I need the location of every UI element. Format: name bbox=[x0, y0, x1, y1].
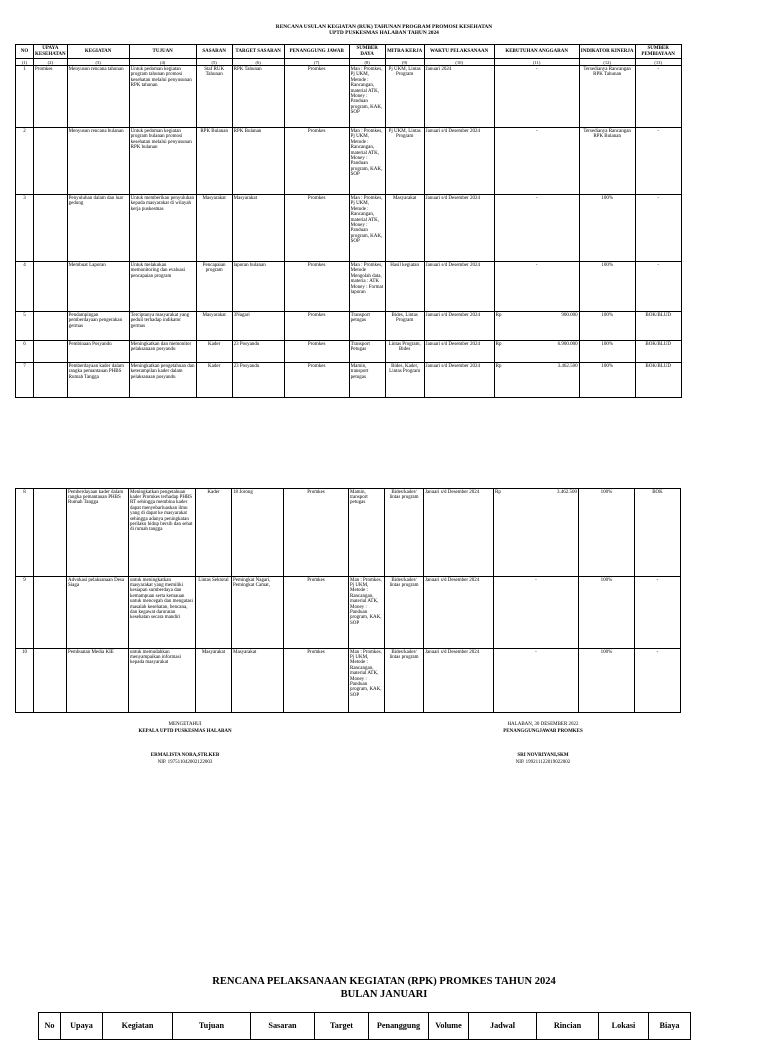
cell-tujuan: untuk meningkatkan masyarakat yang memiliki kesiapan sumberdaya dan kemampuan serta kemauan untuk mencegah dan mengatasi masalah kesehatan, bencana, dan kegawat daruratan kesehatan secara mandiri bbox=[129, 577, 196, 649]
table-row bbox=[16, 649, 681, 713]
signature-left bbox=[110, 722, 260, 766]
cell-pembiayaan: BOK/BLUD bbox=[635, 363, 681, 398]
cell-sumber: Man : Promkes, Pj UKM, Metode : Rancangan, material ATK, Money : Panduan program, KAK, SOP bbox=[349, 577, 385, 649]
table-row bbox=[16, 489, 681, 577]
cell-target: Masyarakat bbox=[232, 649, 284, 713]
cell-sasaran: Kader bbox=[196, 363, 232, 398]
cell-mitra: Bides/kader/ lintas program bbox=[385, 489, 424, 577]
rpk-title-line1: RENCANA PELAKSANAAN KEGIATAN (RPK) PROMKES TAHUN 2024 bbox=[212, 976, 556, 987]
cell-kegiatan: Pemberdayaan kader dalam rangka pemantauan PHBS Rumah Tangga bbox=[67, 363, 129, 398]
cell-sasaran: Kader bbox=[196, 489, 232, 577]
cell-kegiatan: Pembuatan Media KIE bbox=[67, 649, 129, 713]
cell-kegiatan: Pembinaan Posyandu bbox=[67, 341, 129, 363]
cell-pembiayaan: - bbox=[635, 577, 681, 649]
cell-kegiatan: Advokasi pelaksanaan Desa Siaga bbox=[67, 577, 129, 649]
cell-target: 18 Jorong bbox=[232, 489, 284, 577]
cell-target: 23 Posyandu bbox=[232, 363, 284, 398]
cell-amount: 6.900.000 bbox=[557, 341, 578, 347]
cell-indikator: Tersedianya Rancangan RPK Tahunan bbox=[579, 66, 635, 128]
cell-sasaran: Masyarakat bbox=[196, 312, 232, 341]
rpk-col-header: Sasaran bbox=[251, 1013, 315, 1040]
cell-anggaran bbox=[494, 128, 579, 195]
cell-amount: 3.462.500 bbox=[557, 489, 577, 495]
cell-sumber: Man : Promkes, Pj UKM, Metode : Rancangan, material ATK, Money : Panduan program, KAK, SOP bbox=[349, 128, 385, 195]
col-number: (11) bbox=[494, 59, 579, 66]
cell-mitra: Pj UKM, Lintas Program bbox=[385, 66, 424, 128]
cell-anggaran bbox=[494, 262, 579, 312]
rpk-col-header: No bbox=[39, 1013, 61, 1040]
cell-pj: Promkes bbox=[284, 66, 349, 128]
cell-waktu: Januari s/d Desember 2024 bbox=[424, 577, 494, 649]
cell-indikator: 100% bbox=[579, 649, 635, 713]
col-number: (1) bbox=[16, 59, 34, 66]
cell-target: RPK Bulanan bbox=[232, 128, 284, 195]
cell-indikator: 100% bbox=[579, 363, 635, 398]
cell-upaya bbox=[34, 489, 67, 577]
cell-anggaran bbox=[494, 363, 579, 398]
cell-no: 3 bbox=[16, 195, 34, 262]
cell-tujuan: Untuk memberikan penyuluhan kepada masyarakat di wilayah kerja puskesmas bbox=[129, 195, 196, 262]
cell-pj: Promkes bbox=[284, 195, 349, 262]
cell-waktu: Januari s/d Desember 2024 bbox=[424, 195, 494, 262]
cell-mitra: Bides, Kader, Lintas Program bbox=[385, 363, 424, 398]
col-header-no: NO bbox=[16, 45, 34, 59]
cell-upaya bbox=[34, 577, 67, 649]
cell-upaya bbox=[34, 312, 68, 341]
cell-pembiayaan: BOK/BLUD bbox=[635, 312, 681, 341]
cell-anggaran bbox=[494, 312, 579, 341]
cell-tujuan: untuk memudahkan menyampaikan informasi kepada masyarakat bbox=[129, 649, 196, 713]
sig-left-line1: MENGETAHUI bbox=[168, 722, 202, 727]
cell-currency: Rp bbox=[495, 341, 502, 347]
cell-no: 10 bbox=[16, 649, 34, 713]
cell-pj: Promkes bbox=[284, 312, 349, 341]
cell-pembiayaan: - bbox=[635, 128, 681, 195]
cell-pembiayaan: BOK/BLUD bbox=[635, 341, 681, 363]
cell-indikator: 100% bbox=[579, 312, 635, 341]
cell-anggaran bbox=[494, 489, 579, 577]
cell-mitra: Lintas Program, Bides bbox=[385, 341, 424, 363]
cell-anggaran bbox=[494, 66, 579, 128]
table-row bbox=[16, 128, 682, 195]
rpk-table bbox=[38, 1012, 691, 1040]
col-header-indikator: INDIKATOR KINERJA bbox=[579, 45, 635, 59]
sig-left-name: ERMALISTA NORA,STR.KEB bbox=[150, 753, 220, 759]
rpk-col-header: Jadwal bbox=[469, 1013, 537, 1040]
cell-amount: - bbox=[535, 66, 538, 72]
cell-indikator: 100% bbox=[579, 489, 635, 577]
col-header-tujuan: TUJUAN bbox=[129, 45, 196, 59]
cell-pembiayaan: - bbox=[635, 195, 681, 262]
col-number: (8) bbox=[349, 59, 385, 66]
table-row bbox=[16, 577, 681, 649]
table-row bbox=[16, 66, 682, 128]
col-header-waktu: WAKTU PELAKSANAAN bbox=[424, 45, 494, 59]
cell-waktu: Januari s/d Desember 2024 bbox=[424, 489, 494, 577]
sig-left-nip: NIP. 197511042002122003 bbox=[157, 759, 213, 765]
cell-pj: Promkes bbox=[284, 262, 349, 312]
col-number: (7) bbox=[284, 59, 349, 66]
cell-amount: - bbox=[535, 128, 538, 134]
cell-target: Masyarakat bbox=[232, 195, 284, 262]
cell-mitra: Masyarakat bbox=[385, 195, 424, 262]
table-row bbox=[16, 312, 682, 341]
cell-kegiatan: Membuat Laporan bbox=[67, 262, 129, 312]
rpk-col-header: Biaya bbox=[649, 1013, 691, 1040]
cell-sasaran: Staf RUK Tahunan bbox=[196, 66, 232, 128]
col-header-pembiayaan: SUMBER PEMBIAYAAN bbox=[635, 45, 681, 59]
cell-tujuan: Meningkatkan pengetahuan kader Promkes terhadap PHBS RT sehingga membina kader dapat menyebarluaskan ilmu yang di dapat ke masyarakat sehingga adanya peningkatan perilaku hidup bersih dan sehat di rumah tangga bbox=[129, 489, 196, 577]
rpk-col-header: Volume bbox=[429, 1013, 469, 1040]
cell-anggaran bbox=[494, 649, 579, 713]
sig-right-nip: NIP. 199211122019022002 bbox=[515, 759, 571, 765]
col-header-anggaran: KEBUTUHAN ANGGARAN bbox=[494, 45, 579, 59]
col-number: (13) bbox=[635, 59, 681, 66]
cell-currency: Rp bbox=[495, 363, 502, 369]
sig-right-line2: PENANGGUNGJAWAB PROMKES bbox=[503, 728, 583, 734]
cell-no: 6 bbox=[16, 341, 34, 363]
col-number: (4) bbox=[129, 59, 196, 66]
cell-waktu: Januari s/d Desember 2024 bbox=[424, 649, 494, 713]
cell-upaya bbox=[34, 128, 68, 195]
cell-target: 3Nagari bbox=[232, 312, 284, 341]
col-number: (6) bbox=[232, 59, 284, 66]
cell-anggaran bbox=[494, 341, 579, 363]
cell-kegiatan: Pendampingan pemberdayaan pengerakan germas bbox=[67, 312, 129, 341]
table-row bbox=[16, 195, 682, 262]
cell-sasaran: Masyarakat bbox=[196, 195, 232, 262]
cell-mitra: Bides, Lintas Program bbox=[385, 312, 424, 341]
cell-pj: Promkes bbox=[284, 363, 349, 398]
cell-kegiatan: Menyusun rencana tahunan bbox=[67, 66, 129, 128]
cell-sumber: Mamin, transport petugas bbox=[349, 489, 385, 577]
cell-no: 7 bbox=[16, 363, 34, 398]
cell-indikator: 100% bbox=[579, 577, 635, 649]
cell-pembiayaan: BOK bbox=[635, 489, 681, 577]
sig-right-line1: HALABAN, 30 DESEMBER 2022 bbox=[507, 722, 579, 727]
cell-pj: Promkes bbox=[284, 649, 349, 713]
cell-amount: - bbox=[535, 262, 538, 268]
cell-amount: 900.000 bbox=[561, 312, 578, 318]
table-row bbox=[16, 341, 682, 363]
cell-indikator: Tersedianya Rancangan RPK Bulanan bbox=[579, 128, 635, 195]
cell-amount: - bbox=[535, 649, 537, 655]
col-header-upaya: UPAYA KESEHATAN bbox=[35, 46, 66, 57]
cell-waktu: Januari s/d Desember 2024 bbox=[424, 341, 494, 363]
cell-tujuan: Meningkatkan pengetahuan dan keterampilan kader dalam pelaksanaan posyandu bbox=[129, 363, 196, 398]
cell-amount: - bbox=[535, 195, 538, 201]
col-header-kegiatan: KEGIATAN bbox=[67, 45, 129, 59]
cell-pj: Promkes bbox=[284, 577, 349, 649]
col-number: (3) bbox=[67, 59, 129, 66]
cell-upaya bbox=[34, 649, 67, 713]
cell-upaya: Promkes bbox=[34, 66, 68, 128]
cell-waktu: Januari s/d Desember 2024 bbox=[424, 363, 494, 398]
cell-pembiayaan: - bbox=[635, 66, 681, 128]
cell-pj: Promkes bbox=[284, 489, 349, 577]
cell-mitra: Hasil kegiatan bbox=[385, 262, 424, 312]
cell-waktu: Januari s/d Desember 2024 bbox=[424, 312, 494, 341]
col-number: (5) bbox=[196, 59, 232, 66]
rpk-col-header: Penanggung bbox=[369, 1013, 429, 1040]
ruk-title-line1: RENCANA USULAN KEGIATAN (RUK) TAHUNAN PROGRAM PROMOSI KESEHATAN bbox=[275, 24, 493, 30]
signature-right bbox=[468, 722, 618, 766]
cell-tujuan: Untuk pedoman kegiatan program tahunan promosi kesehatan melalui penyusunan RPK tahunan bbox=[129, 66, 196, 128]
cell-sumber: Man : Promkes, Pj UKM, Metode : Rancangan, material ATK, Money : Panduan program, KAK, SOP bbox=[349, 66, 385, 128]
col-number: (10) bbox=[424, 59, 494, 66]
cell-waktu: Januari 2024 bbox=[424, 66, 494, 128]
col-header-sumber-daya: SUMBER DAYA bbox=[349, 45, 385, 59]
cell-no: 9 bbox=[16, 577, 34, 649]
cell-mitra: Pj UKM, Lintas Program bbox=[385, 128, 424, 195]
cell-indikator: 100% bbox=[579, 195, 635, 262]
cell-indikator: 100% bbox=[579, 341, 635, 363]
cell-sumber: Man : Promkes, Pj UKM, Metode : Rancangan, material ATK, Money : Panduan program, KAK, SOP bbox=[349, 649, 385, 713]
cell-amount: - bbox=[535, 577, 537, 583]
cell-anggaran bbox=[494, 195, 579, 262]
table-row bbox=[16, 363, 682, 398]
sig-right-name: SRI NOVRIYANI,SKM bbox=[517, 753, 569, 759]
cell-waktu: Januari s/d Desember 2024 bbox=[424, 262, 494, 312]
cell-kegiatan: Penyuluhan dalam dan luar gedung bbox=[67, 195, 129, 262]
cell-pembiayaan: - bbox=[635, 262, 681, 312]
col-number: (12) bbox=[579, 59, 635, 66]
cell-currency: Rp bbox=[495, 312, 502, 318]
cell-no: 4 bbox=[16, 262, 34, 312]
rpk-col-header: Upaya bbox=[61, 1013, 103, 1040]
cell-target: Pemingkat Nagari, Pemingkat Camat, bbox=[232, 577, 284, 649]
cell-sasaran: Kader bbox=[196, 341, 232, 363]
cell-pembiayaan: - bbox=[635, 649, 681, 713]
cell-upaya bbox=[34, 363, 68, 398]
cell-pj: Promkes bbox=[284, 128, 349, 195]
cell-currency: Rp bbox=[495, 489, 501, 495]
cell-tujuan: Untuk pedoman kegiatan program bulanan promosi kesehatan melalui penyusunan RPK bulanan bbox=[129, 128, 196, 195]
rpk-col-header: Lokasi bbox=[599, 1013, 649, 1040]
cell-indikator: 100% bbox=[579, 262, 635, 312]
sig-left-line2: KEPALA UPTD PUSKESMAS HALABAN bbox=[138, 728, 232, 734]
cell-sasaran: Pencapaian program bbox=[196, 262, 232, 312]
cell-kegiatan: Pemberdayaan kader dalam rangka pemantauan PHBS Rumah Tangga bbox=[67, 489, 129, 577]
cell-no: 8 bbox=[16, 489, 34, 577]
cell-mitra: Bides/kader/ lintas program bbox=[385, 649, 424, 713]
cell-no: 1 bbox=[16, 66, 34, 128]
cell-sasaran: RPK Bulanan bbox=[196, 128, 232, 195]
rpk-col-header: Rincian bbox=[537, 1013, 599, 1040]
cell-pj: Promkes bbox=[284, 341, 349, 363]
cell-sasaran: Lintas Sektoral bbox=[196, 577, 232, 649]
cell-upaya bbox=[34, 195, 68, 262]
cell-sumber: Transport petugas bbox=[349, 312, 385, 341]
cell-no: 5 bbox=[16, 312, 34, 341]
ruk-title-line2: UPTD PUSKESMAS HALABAN TAHUN 2024 bbox=[329, 30, 439, 36]
cell-upaya bbox=[34, 341, 68, 363]
cell-sumber: Man : Promkes, Metode Mengolah data, materia : ATK Money : Format laporan bbox=[349, 262, 385, 312]
cell-kegiatan: Menyusun rencana bulanan bbox=[67, 128, 129, 195]
ruk-table-page2 bbox=[15, 488, 681, 713]
cell-tujuan: Untuk melakukan memonitoring dan evaluasi pencapaian program bbox=[129, 262, 196, 312]
rpk-title-line2: BULAN JANUARI bbox=[340, 989, 428, 1000]
col-header-sasaran: SASARAN bbox=[196, 45, 232, 59]
cell-target: 23 Posyandu bbox=[232, 341, 284, 363]
cell-tujuan: Terciptanya masyarakat yang peduli terhadap indikator germas bbox=[129, 312, 196, 341]
cell-target: laporan bulanan bbox=[232, 262, 284, 312]
cell-upaya bbox=[34, 262, 68, 312]
cell-anggaran bbox=[494, 577, 579, 649]
col-header-pj: PENANGGUNG JAWAB bbox=[284, 45, 349, 59]
cell-sumber: Transport Petugas bbox=[349, 341, 385, 363]
rpk-col-header: Target bbox=[315, 1013, 369, 1040]
cell-mitra: Bides/kader/ lintas program bbox=[385, 577, 424, 649]
cell-tujuan: Meningkatkan dan memonitor pelaksanaan posyandu bbox=[129, 341, 196, 363]
col-header-mitra: MITRA KERJA bbox=[385, 45, 424, 59]
rpk-col-header: Kegiatan bbox=[103, 1013, 173, 1040]
table-row bbox=[16, 262, 682, 312]
col-number: (9) bbox=[385, 59, 424, 66]
col-number: (2) bbox=[34, 59, 68, 66]
col-header-target: TARGET SASARAN bbox=[232, 45, 284, 59]
cell-amount: 3.462.500 bbox=[557, 363, 578, 369]
cell-sumber: Man : Promkes, Pj UKM, Metode : Rancangan, material ATK, Money : Panduan program, KAK, SOP bbox=[349, 195, 385, 262]
cell-no: 2 bbox=[16, 128, 34, 195]
ruk-table-page1 bbox=[15, 44, 682, 398]
cell-sumber: Mamin, transport petugas bbox=[349, 363, 385, 398]
cell-waktu: Januari s/d Desember 2024 bbox=[424, 128, 494, 195]
cell-target: RPK Tahunan bbox=[232, 66, 284, 128]
cell-sasaran: Masyarakat bbox=[196, 649, 232, 713]
rpk-col-header: Tujuan bbox=[173, 1013, 251, 1040]
